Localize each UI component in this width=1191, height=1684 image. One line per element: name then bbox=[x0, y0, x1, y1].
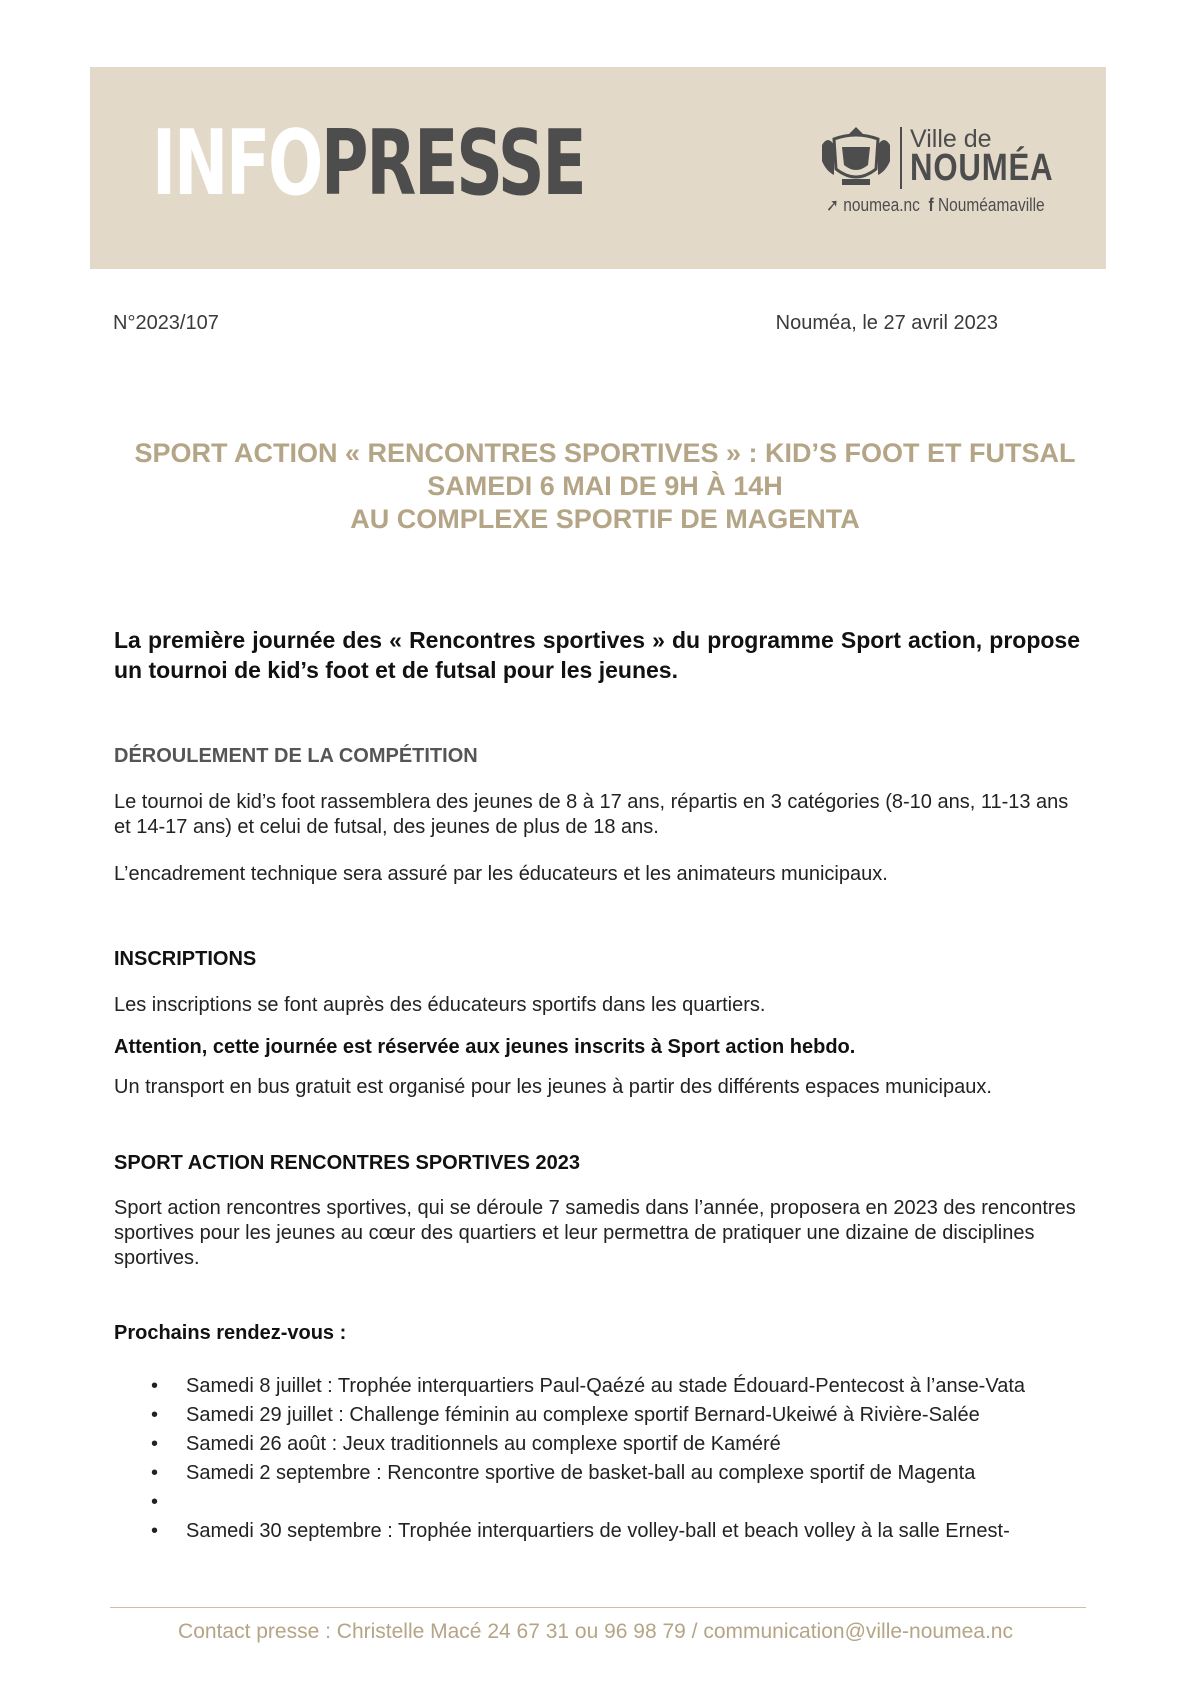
title-line-2: SAMEDI 6 MAI DE 9H À 14H bbox=[427, 471, 783, 501]
list-item-text: Samedi 26 août : Jeux traditionnels au complexe sportif de Kaméré bbox=[186, 1433, 781, 1455]
wordmark-info: INFO bbox=[152, 111, 322, 216]
section-heading-rencontres-2023: SPORT ACTION RENCONTRES SPORTIVES 2023 bbox=[114, 1152, 581, 1174]
logo-noumea-text: NOUMÉA bbox=[910, 147, 1054, 189]
footer-divider bbox=[110, 1607, 1086, 1608]
upcoming-events-list bbox=[0, 1372, 1100, 1546]
cursor-icon: ➚ bbox=[826, 195, 839, 215]
press-contact-footer: Contact presse : Christelle Macé 24 67 31 ou 96 98 79 / communication@ville-noumea.nc bbox=[178, 1620, 1013, 1643]
logo-links bbox=[826, 195, 1045, 216]
list-item bbox=[0, 1517, 1086, 1546]
bullet-icon: • bbox=[151, 1462, 159, 1484]
list-item bbox=[0, 1372, 1086, 1401]
bullet-icon: • bbox=[151, 1491, 159, 1513]
bullet-icon: • bbox=[151, 1375, 159, 1397]
city-crest-icon bbox=[818, 125, 894, 189]
ville-de-noumea-logo bbox=[818, 125, 1058, 215]
inscriptions-attention: Attention, cette journée est réservée aux jeunes inscrits à Sport action hebdo. bbox=[114, 1036, 856, 1058]
facebook-icon: f bbox=[928, 195, 934, 215]
list-item-text: Samedi 8 juillet : Trophée interquartiers Paul-Qaézé au stade Édouard-Pentecost à l’anse-Vata bbox=[186, 1375, 1026, 1397]
bullet-icon: • bbox=[151, 1433, 159, 1455]
title-line-1: SPORT ACTION « RENCONTRES SPORTIVES » : KID’S FOOT ET FUTSAL bbox=[134, 438, 1076, 468]
list-item-text: Samedi 2 septembre : Rencontre sportive de basket-ball au complexe sportif de Magenta bbox=[186, 1462, 976, 1484]
list-item bbox=[0, 1401, 1086, 1430]
section-heading-prochains: Prochains rendez-vous : bbox=[114, 1322, 347, 1344]
list-item bbox=[0, 1459, 1086, 1488]
bullet-icon: • bbox=[151, 1404, 159, 1426]
website-link[interactable]: noumea.nc bbox=[843, 195, 920, 215]
deroulement-paragraph-1: Le tournoi de kid’s foot rassemblera des jeunes de 8 à 17 ans, répartis en 3 catégories (8-10 ans, 11-13 ans et 14-17 ans) et celui de futsal, des jeunes de plus de 18 ans. bbox=[114, 791, 1069, 838]
logo-separator bbox=[900, 127, 902, 189]
inscriptions-paragraph-3: Un transport en bus gratuit est organisé pour les jeunes à partir des différents espaces municipaux. bbox=[114, 1076, 992, 1098]
press-release-number: N°2023/107 bbox=[113, 312, 219, 334]
press-release-date: Nouméa, le 27 avril 2023 bbox=[775, 312, 998, 334]
list-item-text: Samedi 29 juillet : Challenge féminin au complexe sportif Bernard-Ukeiwé à Rivière-Salée bbox=[186, 1404, 980, 1426]
wordmark-presse: PRESSE bbox=[321, 111, 585, 216]
logo-ville-text: Ville de bbox=[910, 125, 992, 153]
list-item-text: Samedi 30 septembre : Trophée interquartiers de volley-ball et beach volley à la salle Ernest- bbox=[186, 1520, 1010, 1542]
lead-paragraph: La première journée des « Rencontres sportives » du programme Sport action, propose un tournoi de kid’s foot et de futsal pour les jeunes. bbox=[114, 627, 1080, 683]
bullet-icon: • bbox=[151, 1520, 159, 1542]
list-item bbox=[0, 1488, 1086, 1517]
facebook-link[interactable]: Nouméamaville bbox=[937, 195, 1045, 215]
section-heading-inscriptions: INSCRIPTIONS bbox=[114, 948, 257, 970]
infopresse-wordmark bbox=[152, 111, 585, 216]
inscriptions-paragraph-1: Les inscriptions se font auprès des éducateurs sportifs dans les quartiers. bbox=[114, 994, 766, 1016]
header-banner bbox=[90, 67, 1106, 269]
deroulement-paragraph-2: L’encadrement technique sera assuré par les éducateurs et les animateurs municipaux. bbox=[114, 863, 888, 885]
rencontres-2023-paragraph: Sport action rencontres sportives, qui se déroule 7 samedis dans l’année, proposera en 2023 des rencontres sportives pour les jeunes au cœur des quartiers et leur permettra de pratiquer une dizaine de disciplines sportives. bbox=[114, 1197, 1076, 1269]
title-line-3: AU COMPLEXE SPORTIF DE MAGENTA bbox=[350, 504, 860, 534]
page-title bbox=[110, 437, 1100, 536]
section-heading-deroulement: DÉROULEMENT DE LA COMPÉTITION bbox=[114, 745, 478, 767]
list-item bbox=[0, 1430, 1086, 1459]
